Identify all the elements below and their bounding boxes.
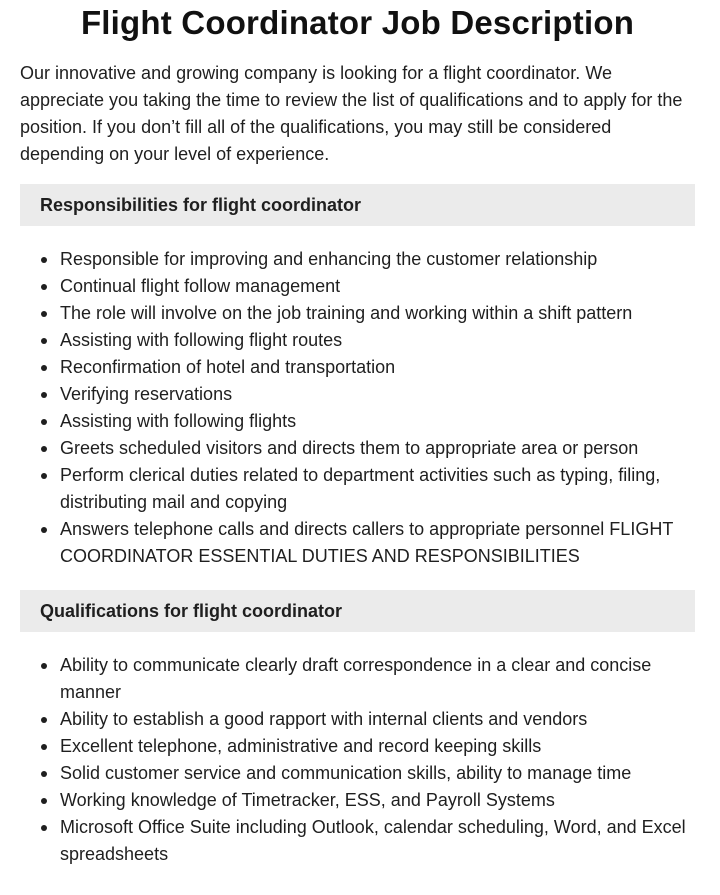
intro-paragraph: Our innovative and growing company is looking for a flight coordinator. We appreciate you taking the time to review the list of qualifications and to apply for the position. If you don’t fill all of the qualifications, you may still be considered depending on your level of experience. <box>20 63 683 164</box>
bullet-icon <box>41 798 47 804</box>
bullet-icon <box>41 717 47 723</box>
list-item-text: Perform clerical duties related to department activities such as typing, filing, distributing mail and copying <box>60 465 661 512</box>
bullet-icon <box>41 446 47 452</box>
bullet-icon <box>41 419 47 425</box>
list-item <box>60 706 695 733</box>
qualifications-list <box>20 652 695 868</box>
list-item <box>60 516 695 570</box>
list-item-text: Continual flight follow management <box>60 276 341 296</box>
responsibilities-header <box>20 184 695 226</box>
bullet-icon <box>41 744 47 750</box>
list-item-text: Solid customer service and communication skills, ability to manage time <box>60 763 632 783</box>
list-item <box>60 273 695 300</box>
list-item <box>60 354 695 381</box>
list-item <box>60 381 695 408</box>
bullet-icon <box>41 257 47 263</box>
bullet-icon <box>41 338 47 344</box>
list-item-text: Assisting with following flights <box>60 411 297 431</box>
qualifications-header <box>20 590 695 632</box>
bullet-icon <box>41 663 47 669</box>
qualifications-heading: Qualifications for flight coordinator <box>40 600 343 621</box>
list-item <box>60 733 695 760</box>
list-item-text: Answers telephone calls and directs callers to appropriate personnel FLIGHT COORDINATOR ESSENTIAL DUTIES AND RESPONSIBILITIES <box>60 519 673 566</box>
responsibilities-heading: Responsibilities for flight coordinator <box>40 194 362 215</box>
bullet-icon <box>41 392 47 398</box>
list-item-text: Microsoft Office Suite including Outlook, calendar scheduling, Word, and Excel spreadsheets <box>60 817 686 864</box>
list-item <box>60 246 695 273</box>
list-item <box>60 787 695 814</box>
list-item-text: Ability to establish a good rapport with internal clients and vendors <box>60 709 588 729</box>
list-item <box>60 327 695 354</box>
responsibilities-list <box>20 246 695 570</box>
list-item-text: Excellent telephone, administrative and record keeping skills <box>60 736 542 756</box>
list-item <box>60 814 695 868</box>
page-title: Flight Coordinator Job Description <box>80 4 635 41</box>
list-item-text: Assisting with following flight routes <box>60 330 343 350</box>
bullet-icon <box>41 771 47 777</box>
list-item-text: Ability to communicate clearly draft correspondence in a clear and concise manner <box>60 655 652 702</box>
list-item <box>60 462 695 516</box>
list-item-text: Working knowledge of Timetracker, ESS, and Payroll Systems <box>60 790 555 810</box>
list-item <box>60 300 695 327</box>
list-item <box>60 408 695 435</box>
list-item-text: Verifying reservations <box>60 384 233 404</box>
list-item <box>60 652 695 706</box>
bullet-icon <box>41 284 47 290</box>
bullet-icon <box>41 365 47 371</box>
list-item-text: Responsible for improving and enhancing the customer relationship <box>60 249 598 269</box>
list-item-text: The role will involve on the job training and working within a shift pattern <box>60 303 633 323</box>
bullet-icon <box>41 527 47 533</box>
bullet-icon <box>41 825 47 831</box>
list-item-text: Greets scheduled visitors and directs them to appropriate area or person <box>60 438 639 458</box>
list-item-text: Reconfirmation of hotel and transportation <box>60 357 396 377</box>
bullet-icon <box>41 311 47 317</box>
list-item <box>60 760 695 787</box>
list-item <box>60 435 695 462</box>
bullet-icon <box>41 473 47 479</box>
